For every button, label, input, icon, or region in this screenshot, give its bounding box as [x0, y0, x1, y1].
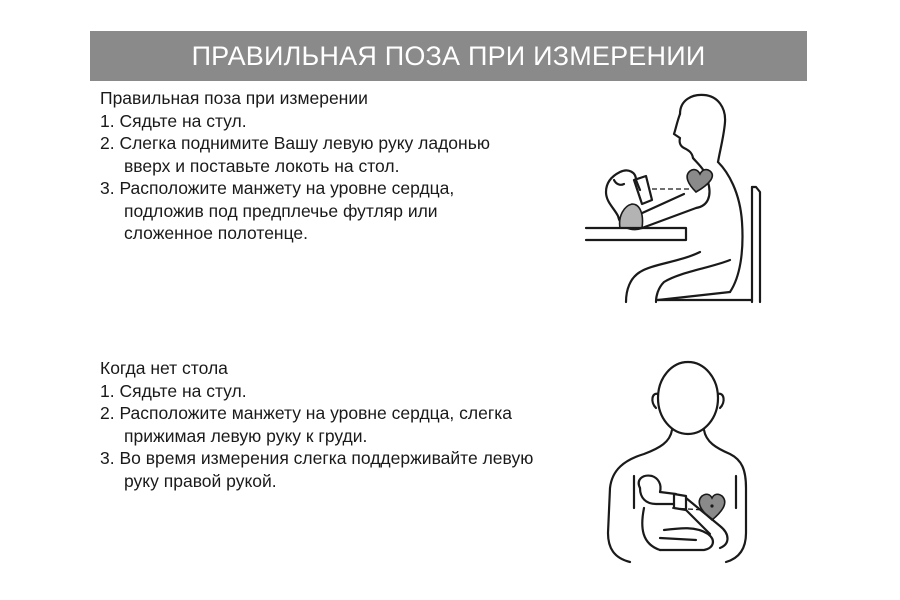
- step-2: 2. Слегка поднимите Вашу левую руку ладонью: [100, 133, 490, 153]
- cuff-icon: [674, 494, 686, 510]
- step-3-continued: руку правой рукой.: [124, 470, 277, 491]
- head-icon: [680, 95, 725, 162]
- step-2-continued: вверх и поставьте локоть на стол.: [124, 155, 400, 176]
- cuff-icon: [634, 176, 652, 204]
- fist-icon: [639, 476, 661, 492]
- page-title: ПРАВИЛЬНАЯ ПОЗА ПРИ ИЗМЕРЕНИИ: [191, 40, 706, 71]
- section-heading: Когда нет стола: [100, 358, 228, 378]
- seated-person-illustration: [580, 92, 770, 304]
- step-3-continued: подложив под предплечье футляр или: [124, 200, 438, 221]
- page-title-bar: [90, 31, 807, 81]
- section-with-table: [100, 87, 490, 245]
- step-1: 1. Сядьте на стул.: [100, 110, 247, 131]
- head-icon: [658, 362, 718, 434]
- arm-on-chest-illustration: [600, 358, 750, 565]
- section-heading: Правильная поза при измерении: [100, 88, 368, 108]
- step-3: 3. Расположите манжету на уровне сердца,: [100, 178, 455, 198]
- step-3-continued-2: сложенное полотенце.: [124, 223, 309, 243]
- chair-back-icon: [752, 187, 760, 302]
- step-2-continued: прижимая левую руку к груди.: [124, 425, 368, 446]
- step-2: 2. Расположите манжету на уровне сердца, слегка: [100, 403, 512, 423]
- step-3: 3. Во время измерения слегка поддерживайте левую: [100, 448, 534, 468]
- section-without-table: [100, 357, 533, 492]
- step-1: 1. Сядьте на стул.: [100, 380, 247, 401]
- support-pad-icon: [620, 204, 643, 228]
